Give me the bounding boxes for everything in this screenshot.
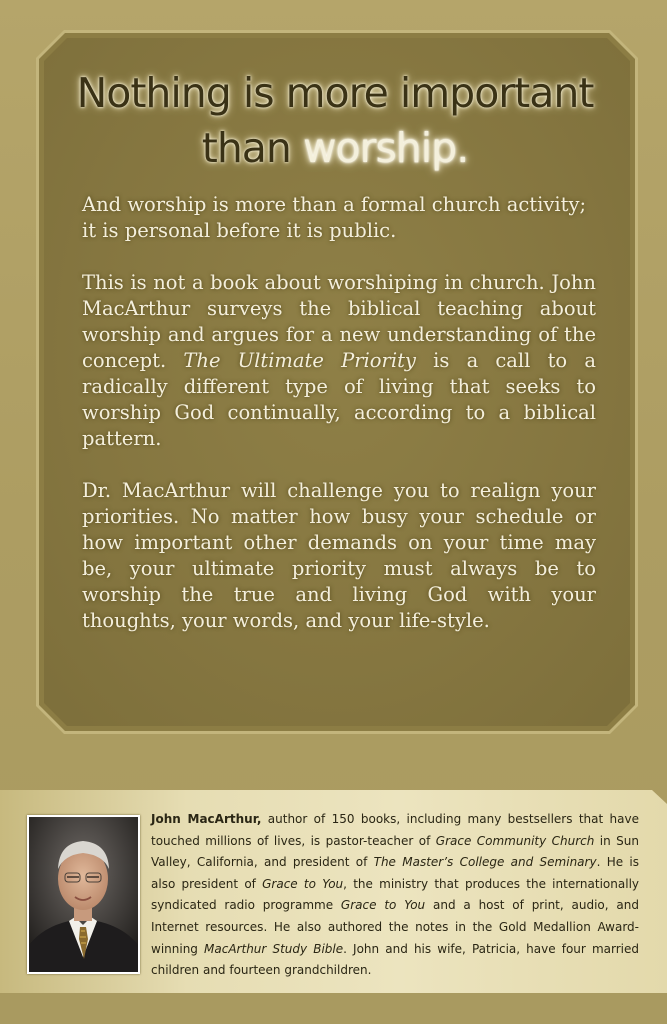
church-name: Grace Community Church <box>435 833 595 848</box>
bio-text-segment: in Sun Valley, California, and president of <box>151 833 640 870</box>
bio-text-segment: . John and his wife, Patricia, have four married children and fourteen grandchildren. <box>151 941 639 978</box>
headline <box>40 66 630 176</box>
headline-accent-word: worship. <box>302 124 469 172</box>
headline-line-1: Nothing is more important <box>76 69 594 117</box>
programme-name: Grace to You <box>340 898 426 913</box>
bio-text-segment: . He is also president of <box>151 855 639 891</box>
paragraph-3: Dr. MacArthur will challenge you to realign your priorities. No matter how busy your schedule or how important other demands on your time may be, your ultimate priority must always be to worship the true and living God with your thoughts, your words, and your life-style. <box>82 479 596 632</box>
bio-text-segment: and a host of print, audio, and Internet resources. He also authored the notes in the Gold Medallion Award-winning <box>151 898 639 956</box>
description-text <box>82 192 596 634</box>
bio-text-segment: author of 150 books, including many bestsellers that have touched millions of lives, is pastor-teacher of <box>151 812 640 848</box>
study-bible-title: MacArthur Study Bible <box>204 941 344 956</box>
ministry-name: Grace to You <box>262 876 344 891</box>
college-name: The Master’s College and Seminary <box>373 855 597 870</box>
paragraph-2 <box>82 270 596 452</box>
author-photo <box>27 815 140 974</box>
headline-line-2-prefix: than <box>201 124 303 172</box>
paragraph-2-tail: is a call to a radically different type of living that seeks to worship God continually, according to a biblical pattern. <box>82 349 596 450</box>
book-title: The Ultimate Priority <box>183 349 416 372</box>
paragraph-1: And worship is more than a formal church activity; it is personal before it is public. <box>82 193 587 242</box>
author-portrait-image <box>29 817 138 972</box>
paragraph-2-lead: This is not a book about worshiping in church. John MacArthur surveys the biblical teaching about worship and argues for a new understanding of the concept. <box>82 271 596 372</box>
author-name: John MacArthur, <box>151 812 262 826</box>
bio-text-segment: , the ministry that produces the internationally syndicated radio programme <box>151 876 640 913</box>
author-bio-text <box>151 809 639 982</box>
